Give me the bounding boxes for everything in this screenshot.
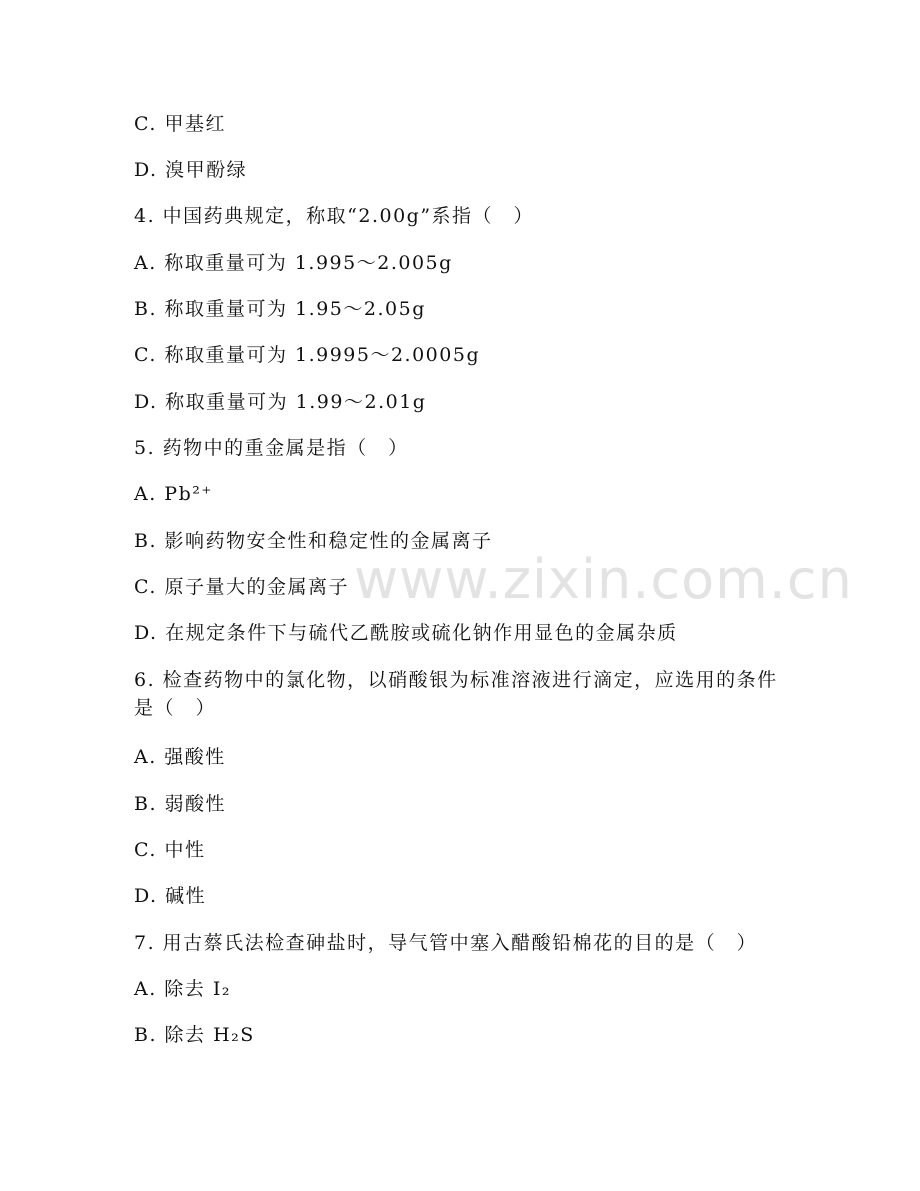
question-4: 4. 中国药典规定，称取“2.00g”系指（ ） xyxy=(134,205,535,227)
question-7: 7. 用古蔡氏法检查砷盐时，导气管中塞入醋酸铅棉花的目的是（ ） xyxy=(134,932,758,954)
q7-option-a: A. 除去 I₂ xyxy=(134,978,231,1000)
option-d-bromocresol-green: D. 溴甲酚绿 xyxy=(134,159,248,181)
q5-option-b: B. 影响药物安全性和稳定性的金属离子 xyxy=(134,530,493,552)
q5-option-a: A. Pb²⁺ xyxy=(134,483,213,505)
q5-option-c: C. 原子量大的金属离子 xyxy=(134,576,349,598)
q4-option-b: B. 称取重量可为 1.95～2.05g xyxy=(134,298,426,320)
q5-option-d: D. 在规定条件下与硫代乙酰胺或硫化钠作用显色的金属杂质 xyxy=(134,622,678,644)
q4-option-a: A. 称取重量可为 1.995～2.005g xyxy=(134,252,453,274)
q4-option-d: D. 称取重量可为 1.99～2.01g xyxy=(134,391,427,413)
q7-option-b: B. 除去 H₂S xyxy=(134,1024,255,1046)
q4-option-c: C. 称取重量可为 1.9995～2.0005g xyxy=(134,344,481,366)
option-c-methyl-red: C. 甲基红 xyxy=(134,113,226,135)
question-5: 5. 药物中的重金属是指（ ） xyxy=(134,437,409,459)
q6-option-d: D. 碱性 xyxy=(134,885,207,907)
question-6: 6. 检查药物中的氯化物，以硝酸银为标准溶液进行滴定，应选用的条件是（ ） xyxy=(134,669,778,719)
q6-option-a: A. 强酸性 xyxy=(134,746,226,768)
watermark: www.zixin.com.cn xyxy=(354,548,853,611)
q6-option-c: C. 中性 xyxy=(134,839,206,861)
q6-option-b: B. 弱酸性 xyxy=(134,793,227,815)
